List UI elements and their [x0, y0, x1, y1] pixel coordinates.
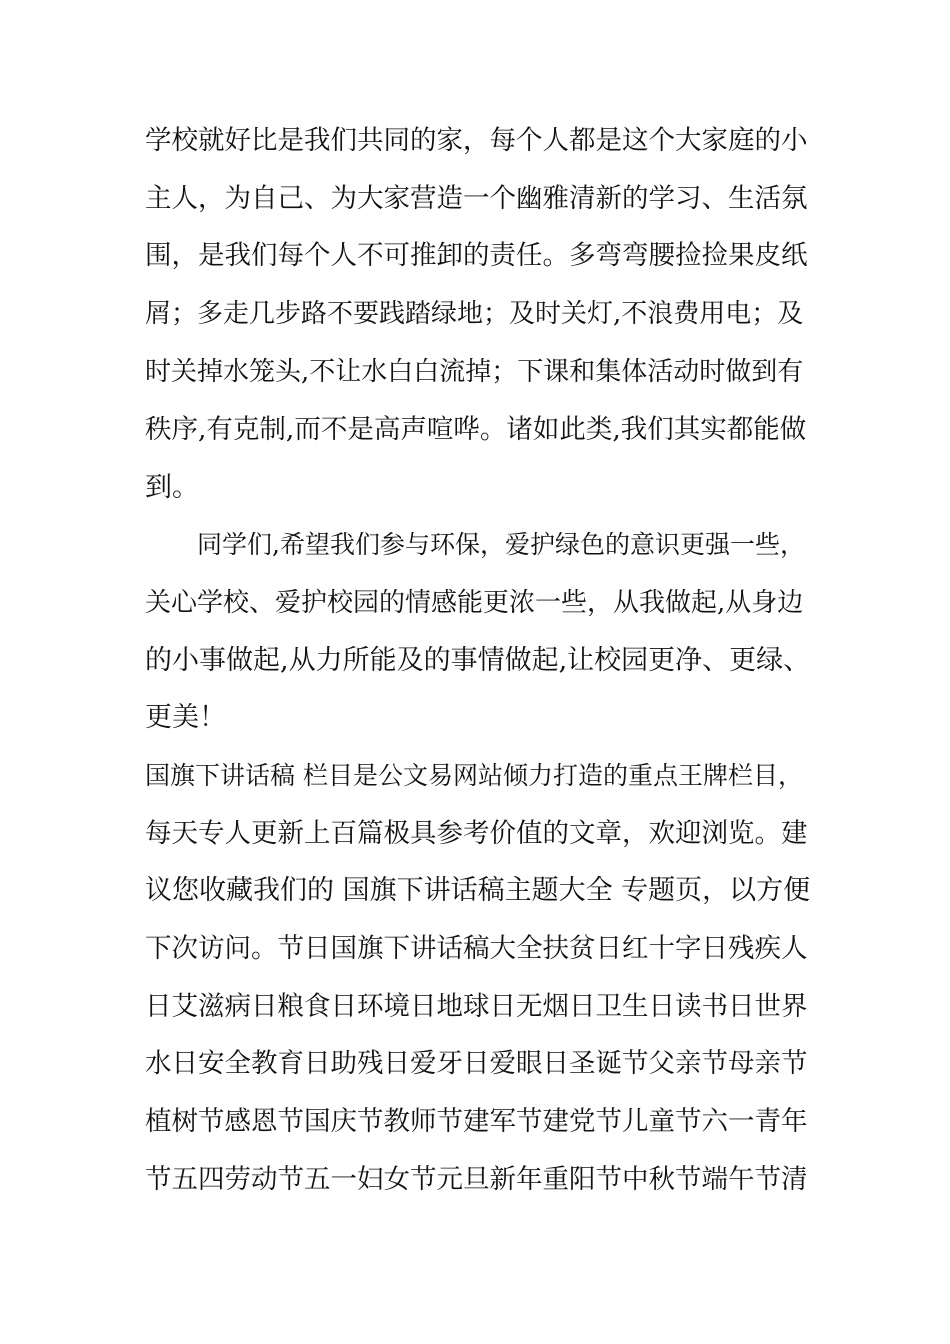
paragraph-line: 关心学校、爱护校园的情感能更浓一些，从我做起,从身边	[145, 588, 804, 618]
paragraph-line: 的小事做起,从力所能及的事情做起,让校园更净、更绿、	[145, 645, 811, 676]
paragraph-line: 秩序,有克制,而不是高声喧哗。诸如此类,我们其实都能做	[145, 414, 807, 445]
paragraph-line: 主人，为自己、为大家营造一个幽雅清新的学习、生活氛	[145, 183, 808, 214]
paragraph-line: 更美！	[145, 702, 226, 733]
paragraph-line: 日艾滋病日粮食日环境日地球日无烟日卫生日读书日世界	[145, 991, 808, 1022]
paragraph-line: 学校就好比是我们共同的家，每个人都是这个大家庭的小	[145, 125, 808, 156]
paragraph-line: 到。	[145, 472, 199, 503]
paragraph-line: 水日安全教育日助残日爱牙日爱眼日圣诞节父亲节母亲节	[145, 1048, 808, 1079]
paragraph-line: 屑；多走几步路不要践踏绿地；及时关灯,不浪费用电；及	[145, 299, 804, 329]
paragraph-line: 围，是我们每个人不可推卸的责任。多弯弯腰捡捡果皮纸	[145, 240, 808, 271]
paragraph-line: 议您收藏我们的 国旗下讲话稿主题大全 专题页，以方便	[145, 875, 811, 906]
paragraph-line: 节五四劳动节五一妇女节元旦新年重阳节中秋节端午节清	[145, 1164, 808, 1195]
paragraph-line: 下次访问。节日国旗下讲话稿大全扶贫日红十字日残疾人	[145, 933, 808, 964]
paragraph-line: 同学们,希望我们参与环保，爱护绿色的意识更强一些，	[197, 530, 805, 559]
paragraph-line: 每天专人更新上百篇极具参考价值的文章，欢迎浏览。建	[145, 818, 808, 849]
paragraph-line: 国旗下讲话稿 栏目是公文易网站倾力打造的重点王牌栏目，	[145, 761, 803, 790]
paragraph-line: 时关掉水笼头,不让水白白流掉；下课和集体活动时做到有	[145, 357, 804, 387]
paragraph-line: 植树节感恩节国庆节教师节建军节建党节儿童节六一青年	[145, 1106, 808, 1137]
